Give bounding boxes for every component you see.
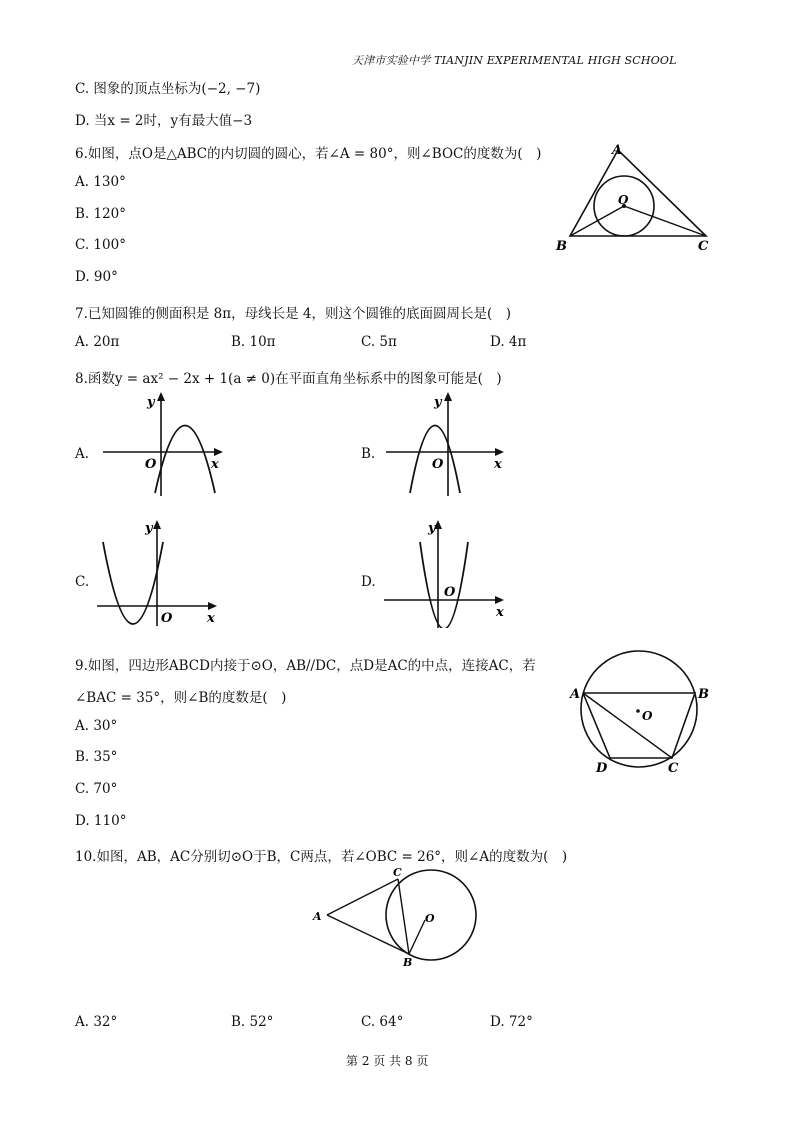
q6-option-d: D. 90° <box>75 269 118 285</box>
y-axis-label: y <box>434 395 442 410</box>
y-axis-label: y <box>428 521 436 536</box>
q9-option-c: C. 70° <box>75 781 118 797</box>
q6-option-b: B. 120° <box>75 206 127 222</box>
q6-stem: 6.如图，点O是△ABC的内切圆的圆心，若∠A = 80°，则∠BOC的度数为( ) <box>75 146 542 162</box>
origin-label: O <box>444 585 456 600</box>
q8-option-c: C. <box>75 574 90 590</box>
q9-option-b: B. 35° <box>75 749 118 765</box>
label-c: C <box>668 761 679 776</box>
x-axis-label: x <box>494 457 502 472</box>
q10-option-d: D. 72° <box>490 1014 533 1030</box>
segment-co <box>624 206 706 236</box>
q10-stem: 10.如图，AB，AC分别切⊙O于B，C两点，若∠OBC = 26°，则∠A的度数为( ) <box>75 849 568 865</box>
q8-graph-d <box>378 516 518 628</box>
label-o: O <box>618 193 629 207</box>
q6-option-c: C. 100° <box>75 237 126 253</box>
q10-option-b: B. 52° <box>231 1014 274 1030</box>
q8-graph-c <box>95 516 235 628</box>
label-b: B <box>698 687 709 702</box>
label-b: B <box>556 239 567 254</box>
q6-option-a: A. 130° <box>75 174 126 190</box>
q10-tangent-figure <box>305 862 480 972</box>
q9-stem-line2: ∠BAC = 35°，则∠B的度数是( ) <box>75 690 287 706</box>
q8-option-d: D. <box>361 574 376 590</box>
q7-option-d: D. 4π <box>490 334 527 350</box>
label-d: D <box>596 761 608 776</box>
page-header: 天津市实验中学 TIANJIN EXPERIMENTAL HIGH SCHOOL <box>352 54 677 67</box>
origin-label: O <box>145 457 157 472</box>
q7-option-c: C. 5π <box>361 334 397 350</box>
q10-option-a: A. 32° <box>75 1014 118 1030</box>
q6-triangle-figure <box>548 138 718 258</box>
label-c: C <box>698 239 709 254</box>
q7-option-b: B. 10π <box>231 334 276 350</box>
tangent-ac <box>327 879 398 915</box>
q8-option-a: A. <box>75 446 90 462</box>
center-point <box>636 709 640 713</box>
origin-label: O <box>161 611 173 626</box>
chord-bc <box>398 879 409 954</box>
tangent-ab <box>327 915 409 954</box>
circle-o <box>581 651 697 767</box>
origin-label: O <box>432 457 444 472</box>
parabola-c <box>103 542 163 624</box>
q8-graph-a <box>95 388 235 500</box>
x-axis-label: x <box>207 611 215 626</box>
triangle-abc <box>570 150 706 236</box>
x-axis-label: x <box>496 605 504 620</box>
quadrilateral-abcd <box>583 693 695 758</box>
q7-option-a: A. 20π <box>75 334 120 350</box>
parabola-a <box>155 426 215 494</box>
label-a: A <box>313 910 322 923</box>
q5-option-c: C. 图象的顶点坐标为(−2, −7) <box>75 81 261 97</box>
page-footer: 第 2 页 共 8 页 <box>346 1054 429 1068</box>
segment-ob <box>409 920 425 954</box>
label-c: C <box>393 866 402 879</box>
q9-option-d: D. 110° <box>75 813 127 829</box>
label-a: A <box>570 687 581 702</box>
q7-stem: 7.已知圆锥的侧面积是 8π，母线长是 4，则这个圆锥的底面圆周长是( ) <box>75 306 512 322</box>
q8-graph-b <box>378 388 518 500</box>
q8-stem: 8.函数y = ax² − 2x + 1(a ≠ 0)在平面直角坐标系中的图象可能是( ) <box>75 371 502 387</box>
y-axis-label: y <box>145 521 153 536</box>
y-axis-label: y <box>147 395 155 410</box>
label-a: A <box>612 143 623 158</box>
q9-stem-line1: 9.如图，四边形ABCD内接于⊙O，AB//DC，点D是AC的中点，连接AC，若 <box>75 658 536 674</box>
q5-option-d: D. 当x = 2时，y有最大值−3 <box>75 113 253 129</box>
q9-circle-figure <box>566 648 716 778</box>
label-o: O <box>642 709 653 723</box>
x-axis-label: x <box>211 457 219 472</box>
q10-option-c: C. 64° <box>361 1014 404 1030</box>
label-o: O <box>425 912 435 925</box>
q8-option-b: B. <box>361 446 376 462</box>
label-b: B <box>403 956 413 969</box>
q9-option-a: A. 30° <box>75 718 118 734</box>
